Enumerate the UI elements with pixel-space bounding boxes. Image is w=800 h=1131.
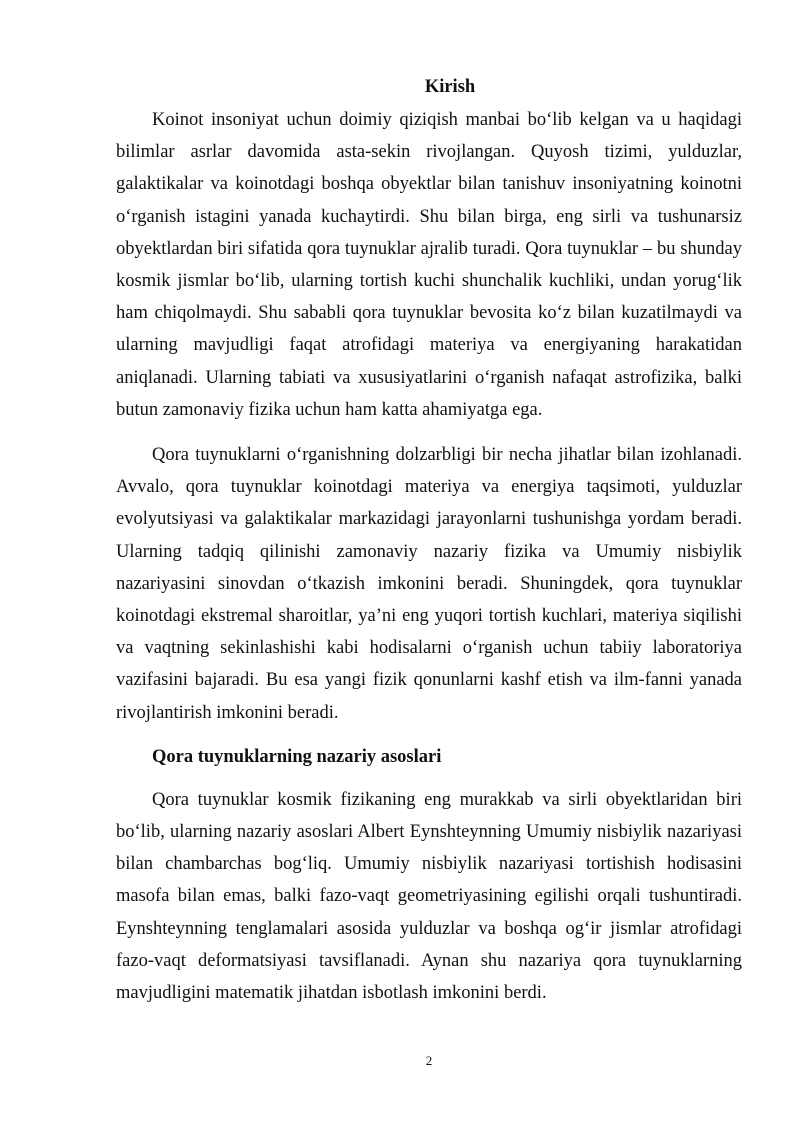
page-title: Kirish [424, 77, 476, 97]
document-page [116, 72, 742, 1022]
section-heading: Qora tuynuklarning nazariy asoslari [152, 746, 442, 767]
intro-paragraph-1: Koinot insoniyat uchun doimiy qiziqish manbai bo‘lib kelgan va u haqidagi bilimlar asrlar davomida asta-sekin rivojlangan. Quyosh tizimi, yulduzlar, galaktikalar va koinotdagi boshqa obyektlar bilan tanishuv insoniyatning koinotni o‘rganish istagini yanada kuchaytirdi. Shu bilan birga, eng sirli va tushunarsiz obyektlardan biri sifatida qora tuynuklar ajralib turadi. Qora tuynuklar – bu shunday kosmik jismlar bo‘lib, ularning tortish kuchi shunchalik kuchliki, undan yorug‘lik ham chiqolmaydi. Shu sababli qora tuynuklar bevosita ko‘z bilan kuzatilmaydi va ularning mavjudligi faqat atrofidagi materiya va energiyaning harakatidan aniqlanadi. Ularning tabiati va xususiyatlarini o‘rganish nafaqat astrofizika, balki butun zamonaviy fizika uchun ham katta ahamiyatga ega. [116, 110, 742, 420]
intro-paragraph-2: Qora tuynuklarni o‘rganishning dolzarbligi bir necha jihatlar bilan izohlanadi. Avvalo, qora tuynuklar koinotdagi materiya va energiya taqsimoti, yulduzlar evolyutsiyasi va galaktikalar markazidagi jarayonlarni tushunishga yordam beradi. Ularning tadqiq qilinishi zamonaviy nazariy fizika va Umumiy nisbiylik nazariyasini sinovdan o‘tkazish imkonini beradi. Shuningdek, qora tuynuklar koinotdagi ekstremal sharoitlar, ya’ni eng yuqori tortish kuchlari, materiya siqilishi va vaqtning sekinlashishi kabi hodisalarni o‘rganish uchun tabiiy laboratoriya vazifasini bajaradi. Bu esa yangi fizik qonunlarni kashf etish va ilm-fanni yanada rivojlantirish imkonini beradi. [116, 445, 742, 723]
page-number: 2 [425, 1053, 433, 1068]
section-paragraph: Qora tuynuklar kosmik fizikaning eng murakkab va sirli obyektlaridan biri bo‘lib, ularning nazariy asoslari Albert Eynshteynning Umumiy nisbiylik nazariyasi bilan chambarchas bog‘liq. Umumiy nisbiylik nazariyasi tortishish hodisasini masofa bilan emas, balki fazo-vaqt geometriyasining egilishi orqali tushuntiradi. Eynshteynning tenglamalari asosida yulduzlar va boshqa og‘ir jismlar atrofidagi fazo-vaqt deformatsiyasi tavsiflanadi. Aynan shu nazariya qora tuynuklarning mavjudligini matematik jihatdan isbotlash imkonini berdi. [116, 789, 742, 1004]
